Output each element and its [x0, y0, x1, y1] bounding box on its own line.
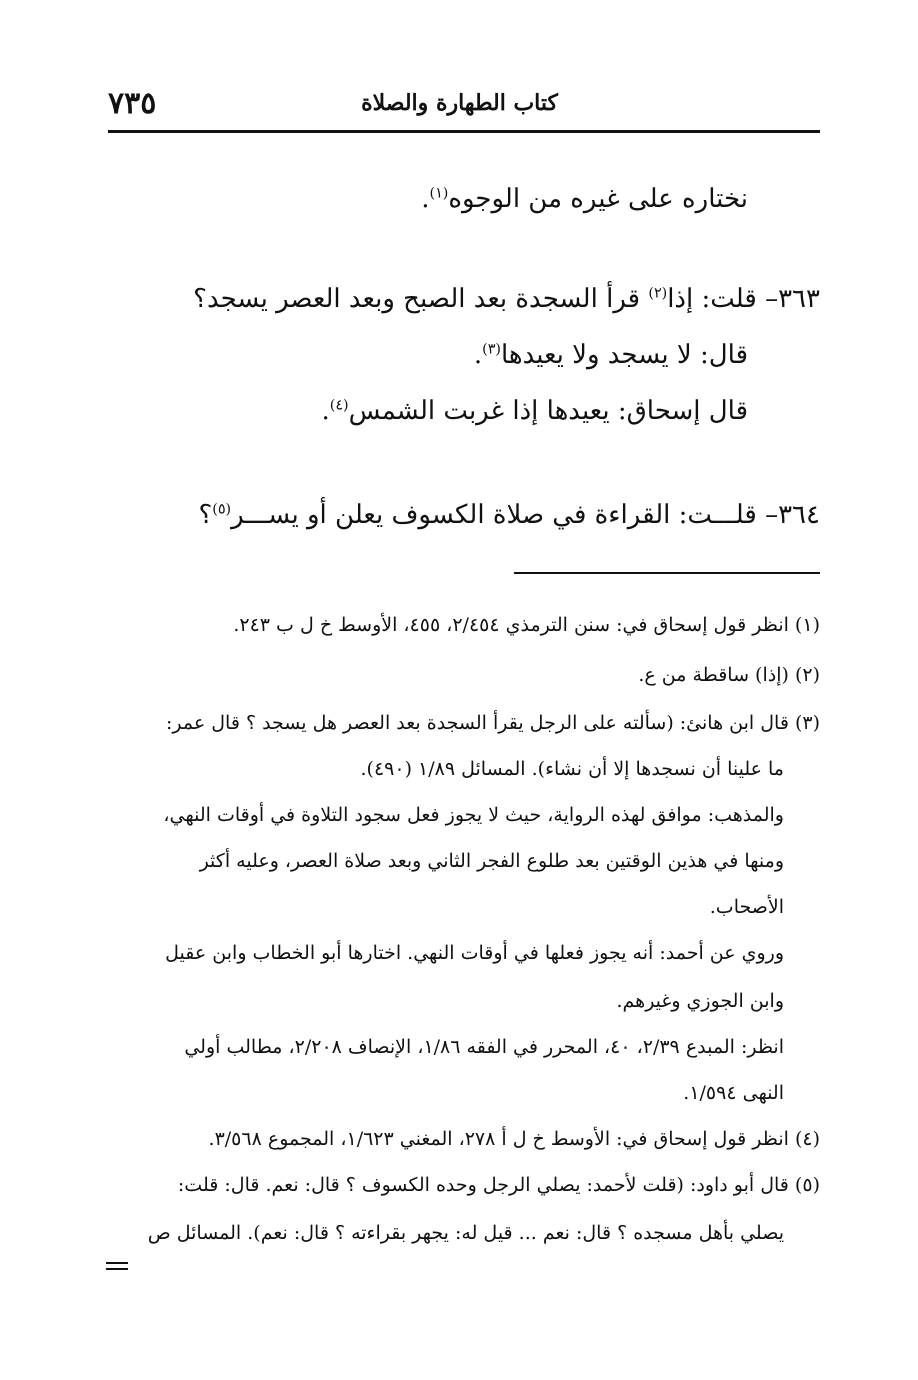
line-text: نختاره على غيره من الوجوه [448, 184, 748, 214]
line-text: قال إسحاق: يعيدها إذا غربت الشمس [348, 396, 748, 426]
footnote-2: (٢) (إذا) ساقطة من ع. [638, 664, 820, 686]
page-number: ٧٣٥ [108, 86, 157, 121]
footnote-3-line: النهى ١/٥٩٤. [683, 1082, 784, 1104]
footnote-3-line: وروي عن أحمد: أنه يجوز فعلها في أوقات النهي. اختارها أبو الخطاب وابن عقيل [165, 942, 784, 964]
footnote-ref: (٤) [329, 397, 349, 414]
line-tail: ؟ [198, 500, 213, 530]
footnote-3-line: وابن الجوزي وغيرهم. [616, 990, 784, 1012]
line-text: قال: لا يسجد ولا يعيدها [500, 340, 748, 370]
footnote-4: (٤) انظر قول إسحاق في: الأوسط خ ل أ ٢٧٨، المغني ١/٦٢٣، المجموع ٣/٥٦٨. [208, 1128, 820, 1150]
question-364 [198, 500, 820, 530]
footnote-3-line: ومنها في هذين الوقتين بعد طلوع الفجر الثاني وبعد صلاة العصر، وعليه أكثر [199, 850, 784, 872]
question-363 [193, 284, 820, 314]
line-tail: . [473, 340, 483, 370]
answer-ahmad [474, 340, 748, 370]
text-line-continuation [421, 184, 748, 214]
footnote-3-line: (٣) قال ابن هانئ: (سألته على الرجل يقرأ السجدة بعد العصر هل يسجد ؟ قال عمر: [165, 712, 820, 734]
footnote-3-line: الأصحاب. [709, 896, 784, 918]
footnote-5-line: يصلي بأهل مسجده ؟ قال: نعم ... قيل له: يجهر بقراءته ؟ قال: نعم). المسائل ص [147, 1222, 784, 1244]
running-title: كتاب الطهارة والصلاة [361, 90, 558, 116]
footnote-3-line: انظر: المبدع ٢/٣٩، ٤٠، المحرر في الفقه ١/٨٦، الإنصاف ٢/٢٠٨، مطالب أولي [184, 1036, 784, 1058]
line-tail: . [321, 396, 330, 426]
continuation-mark [106, 1262, 128, 1270]
footnote-3-line: ما علينا أن نسجدها إلا أن نشاء). المسائل ١/٨٩ (٤٩٠). [360, 758, 784, 780]
header-rule [108, 130, 820, 133]
footnote-3-line: والمذهب: موافق لهذه الرواية، حيث لا يجوز فعل سجود التلاوة في أوقات النهي، [163, 804, 784, 826]
line-tail: قرأ السجدة بعد الصبح وبعد العصر يسجد؟ [193, 284, 649, 314]
running-header [108, 86, 820, 126]
footnote-ref: (١) [429, 185, 449, 202]
line-text: ٣٦٣– قلت: إذا [667, 284, 820, 314]
footnote-1: (١) انظر قول إسحاق في: سنن الترمذي ٢/٤٥٤، ٤٥٥، الأوسط خ ل ب ٢٤٣. [233, 614, 820, 636]
answer-ishaq [322, 396, 748, 426]
footnote-ref: (٣) [482, 341, 501, 358]
footnote-ref: (٢) [648, 285, 668, 302]
footnote-ref: (٥) [212, 501, 232, 518]
line-tail: . [421, 184, 430, 214]
line-text: ٣٦٤– قلـــت: القراءة في صلاة الكسوف يعلن أو يســـر [231, 500, 820, 530]
footnote-separator [514, 572, 820, 574]
footnote-5-line: (٥) قال أبو داود: (قلت لأحمد: يصلي الرجل وحده الكسوف ؟ قال: نعم. قال: قلت: [177, 1174, 820, 1196]
